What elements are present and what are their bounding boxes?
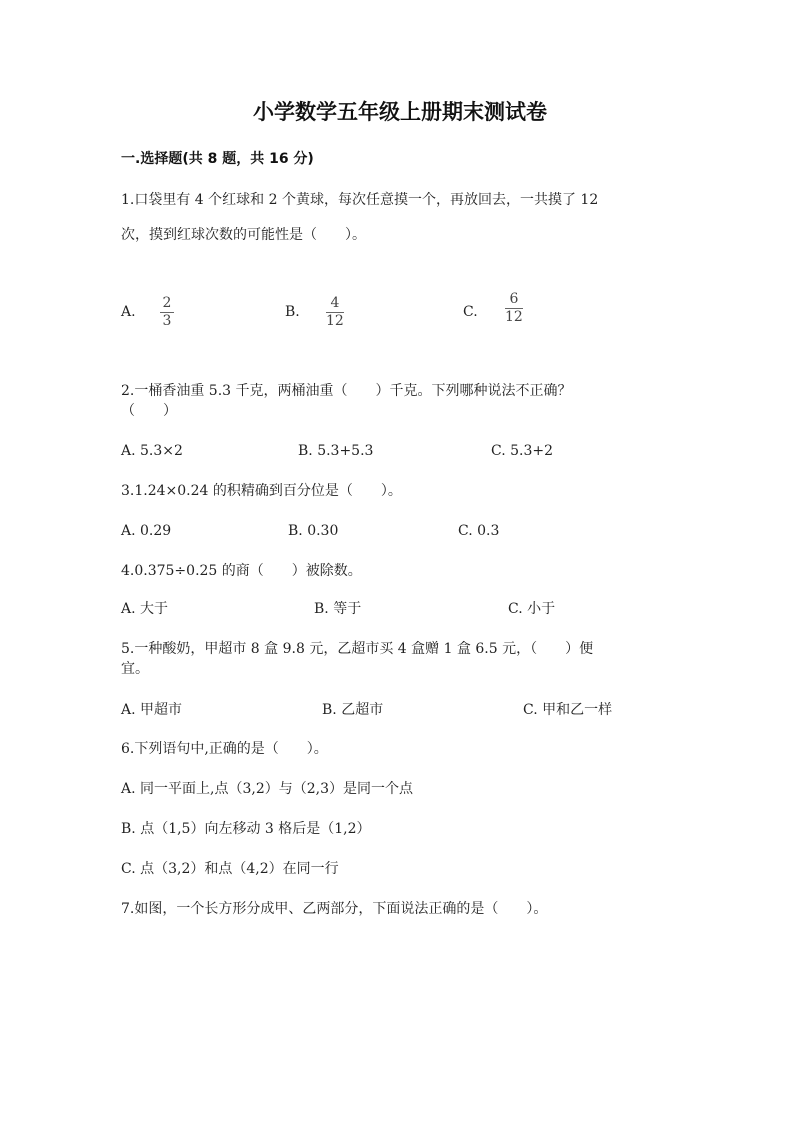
q5-option-c: C. 甲和乙一样 <box>523 702 613 718</box>
q2-option-c: C. 5.3+2 <box>491 443 554 459</box>
fraction-numerator: 2 <box>162 295 172 311</box>
fraction-denominator: 12 <box>505 309 523 325</box>
q2-option-a: A. 5.3×2 <box>121 443 183 459</box>
question-7-line-1: 7.如图，一个长方形分成甲、乙两部分，下面说法正确的是（ ）。 <box>121 901 548 917</box>
fraction-numerator: 6 <box>509 291 519 307</box>
question-4-line-1: 4.0.375÷0.25 的商（ ）被除数。 <box>121 563 362 579</box>
q1-option-b-label: B. <box>285 304 300 320</box>
q1-option-c-fraction <box>505 292 523 325</box>
q4-option-c: C. 小于 <box>508 601 556 617</box>
q3-option-a: A. 0.29 <box>121 523 172 539</box>
question-6-line-1: 6.下列语句中,正确的是（ ）。 <box>121 741 328 757</box>
question-3-line-1: 3.1.24×0.24 的积精确到百分位是（ ）。 <box>121 483 402 499</box>
q2-option-b: B. 5.3+5.3 <box>298 443 374 459</box>
q1-option-c-label: C. <box>463 304 478 320</box>
q6-option-c: C. 点（3,2）和点（4,2）在同一行 <box>121 861 339 877</box>
q3-option-b: B. 0.30 <box>288 523 339 539</box>
q4-option-a: A. 大于 <box>121 601 169 617</box>
q3-option-c: C. 0.3 <box>458 523 500 539</box>
q1-option-a-label: A. <box>121 304 136 320</box>
q5-option-b: B. 乙超市 <box>322 702 384 718</box>
q5-option-a: A. 甲超市 <box>121 702 183 718</box>
q1-option-a-fraction <box>160 296 174 329</box>
page-title: 小学数学五年级上册期末测试卷 <box>253 100 547 124</box>
question-5-line-1: 5.一种酸奶，甲超市 8 盒 9.8 元，乙超市买 4 盒赠 1 盒 6.5 元，（ ）便 <box>121 641 594 657</box>
fraction-denominator: 3 <box>162 313 172 329</box>
q6-option-a: A. 同一平面上,点（3,2）与（2,3）是同一个点 <box>121 781 413 797</box>
question-5-line-2: 宜。 <box>121 661 149 677</box>
section-heading: 一.选择题(共 8 题，共 16 分) <box>121 151 314 167</box>
q1-option-b-fraction <box>326 296 344 329</box>
q6-option-b: B. 点（1,5）向左移动 3 格后是（1,2） <box>121 821 371 837</box>
question-2-line-1: 2.一桶香油重 5.3 千克，两桶油重（ ）千克。下列哪种说法不正确？ <box>121 383 572 399</box>
question-1-line-1: 1.口袋里有 4 个红球和 2 个黄球，每次任意摸一个，再放回去，一共摸了 12 <box>121 192 599 208</box>
fraction-numerator: 4 <box>330 295 340 311</box>
question-1-line-2: 次，摸到红球次数的可能性是（ ）。 <box>121 227 366 243</box>
fraction-denominator: 12 <box>326 313 344 329</box>
question-2-line-2: （ ） <box>121 403 177 419</box>
q4-option-b: B. 等于 <box>314 601 362 617</box>
